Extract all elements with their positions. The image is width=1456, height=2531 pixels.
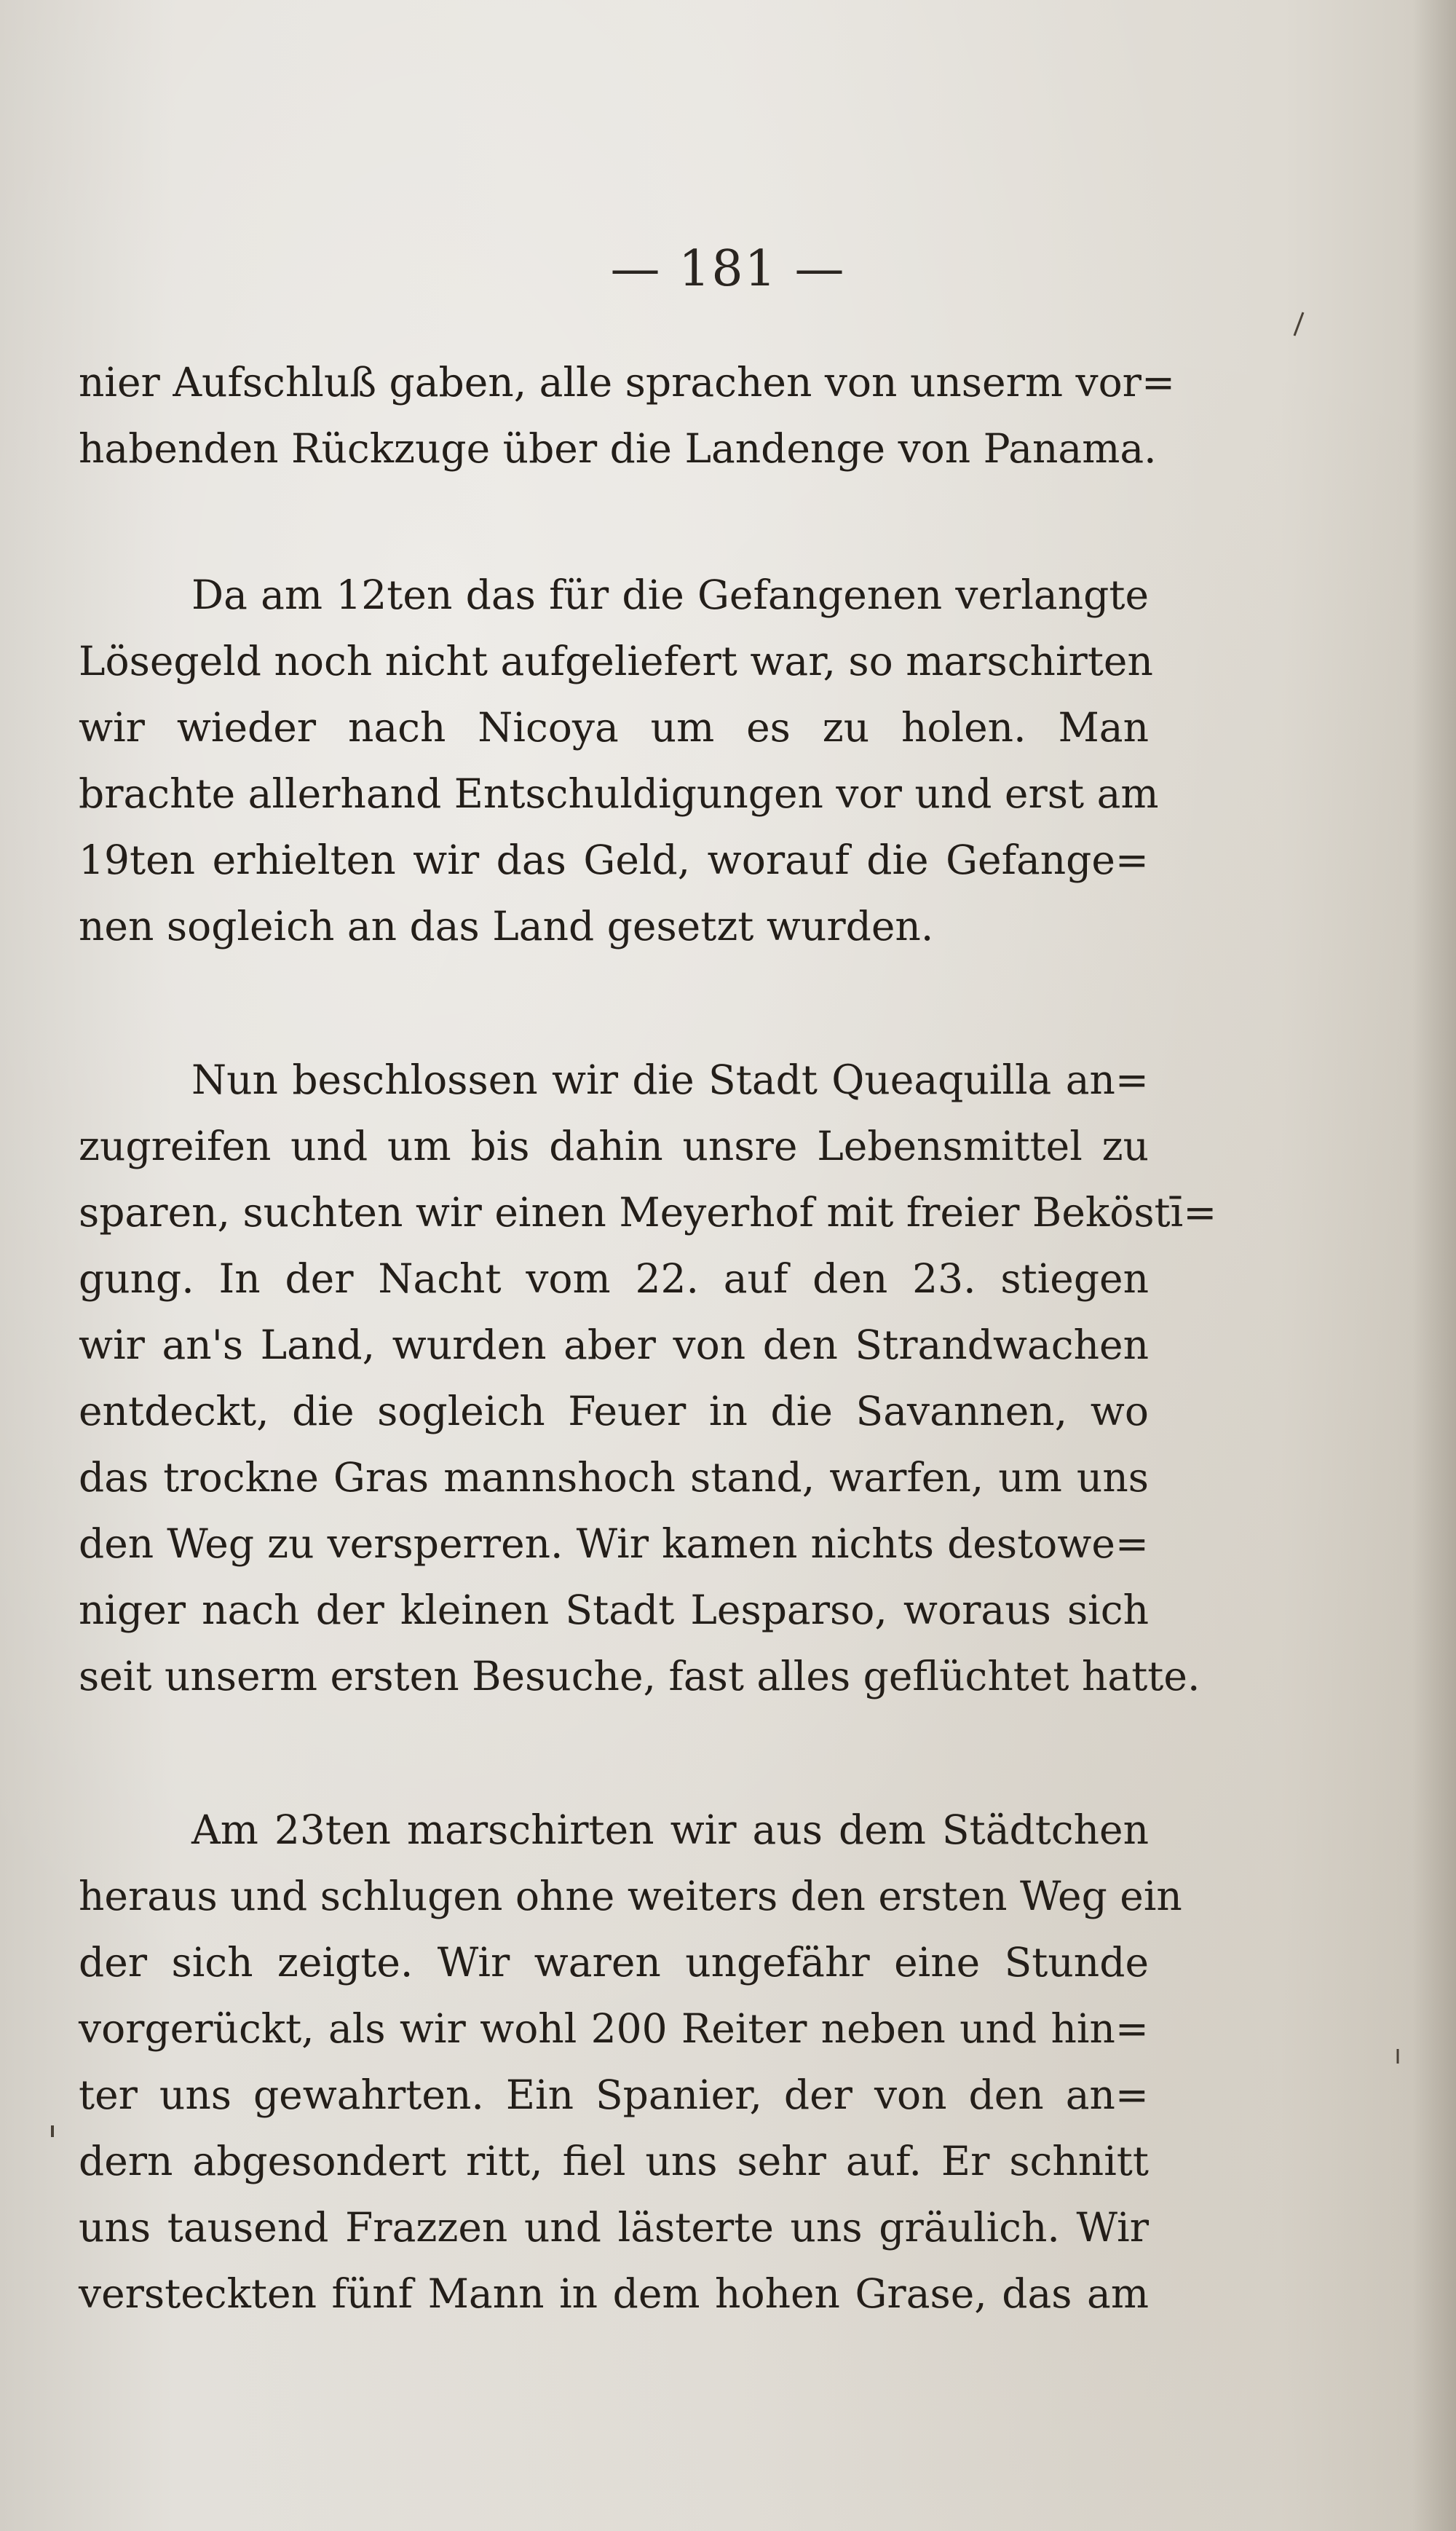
margin-stroke-mark: [1289, 309, 1310, 339]
text-line: entdeckt, die sogleich Feuer in die Savannen, wo: [79, 1388, 1149, 1434]
text-line: habenden Rückzuge über die Landenge von Panama.: [79, 425, 1157, 472]
text-line: 19ten erhielten wir das Geld, worauf die Gefange=: [79, 837, 1149, 883]
page-number: — 181 —: [610, 240, 846, 298]
text-line: gung. In der Nacht vom 22. auf den 23. stiegen: [79, 1255, 1149, 1302]
text-line: seit unserm ersten Besuche, fast alles geflüchtet hatte.: [79, 1653, 1200, 1699]
text-line: der sich zeigte. Wir waren ungefähr eine Stunde: [79, 1939, 1149, 1986]
paragraph-4: [79, 1797, 1182, 2327]
text-line: ter uns gewahrten. Ein Spanier, der von den an=: [79, 2072, 1149, 2118]
text-line: dern abgesondert ritt, fiel uns sehr auf. Er schnitt: [79, 2138, 1149, 2184]
text-line: uns tausend Frazzen und lästerte uns gräulich. Wir: [79, 2204, 1149, 2251]
text-line: versteckten fünf Mann in dem hohen Grase, das am: [79, 2270, 1149, 2317]
text-line: heraus und schlugen ohne weiters den ersten Weg ein: [79, 1873, 1182, 1919]
text-line: niger nach der kleinen Stadt Lesparso, woraus sich: [79, 1587, 1149, 1633]
text-line: nier Aufschluß gaben, alle sprachen von unserm vor=: [79, 359, 1176, 406]
text-line: vorgerückt, als wir wohl 200 Reiter neben und hin=: [79, 2005, 1149, 2052]
body-text: [79, 350, 1217, 2414]
text-line: Nun beschlossen wir die Stadt Queaquilla an=: [191, 1057, 1149, 1103]
text-line: Am 23ten marschirten wir aus dem Städtchen: [191, 1807, 1149, 1853]
paragraph-2: [79, 562, 1159, 960]
text-line: zugreifen und um bis dahin unsre Lebensmittel zu: [79, 1123, 1149, 1169]
text-line: wir an's Land, wurden aber von den Strandwachen: [79, 1322, 1149, 1368]
paragraph-3: [79, 1047, 1217, 1710]
text-line: das trockne Gras mannshoch stand, warfen, um uns: [79, 1454, 1149, 1501]
paragraph-1: [79, 350, 1176, 482]
text-line: sparen, suchten wir einen Meyerhof mit freier Beköstī=: [79, 1189, 1217, 1236]
margin-tick-mark: [1392, 2046, 1406, 2068]
text-line: wir wieder nach Nicoya um es zu holen. Man: [79, 704, 1149, 751]
page-edge-shadow: [1412, 0, 1456, 2531]
text-line: nen sogleich an das Land gesetzt wurden.: [79, 903, 934, 949]
text-line: Da am 12ten das für die Gefangenen verlangte: [191, 572, 1149, 618]
text-line: den Weg zu versperren. Wir kamen nichts destowe=: [79, 1520, 1149, 1567]
margin-dot-mark: [47, 2123, 58, 2141]
text-line: brachte allerhand Entschuldigungen vor und erst am: [79, 770, 1159, 817]
text-line: Lösegeld noch nicht aufgeliefert war, so marschirten: [79, 638, 1153, 684]
